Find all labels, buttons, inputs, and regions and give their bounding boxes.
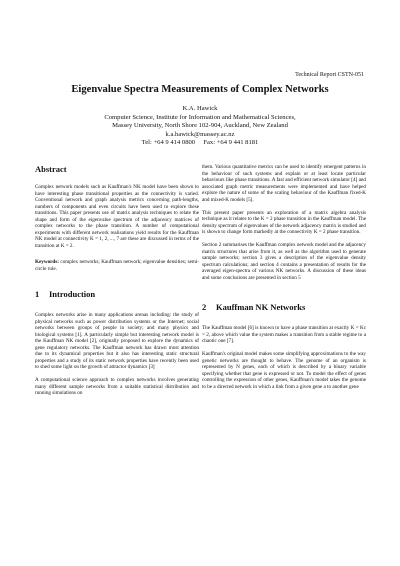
author-contact: Tel: +64 9 414 0800 Fax: +64 9 441 8181 bbox=[141, 139, 259, 147]
section-title: Kauffman NK Networks bbox=[216, 302, 306, 312]
right-paragraph-3: Section 2 summarises the Kauffman complex network model and the adjacency matrix structures that arise from it, as well as the algorithm used to generate sample networks; section 3 gives a description of the eigenvalue density spectrum calculations; and section 4 contains a presentation of results for the averaged eigen-spectra of various NK networks. A discussion of these ideas and some conclusions are presented in section 5 bbox=[202, 242, 366, 281]
section-title: Introduction bbox=[49, 289, 96, 299]
paper-title: Eigenvalue Spectra Measurements of Complex Networks bbox=[71, 84, 329, 95]
kauffman-paragraph-1: The Kauffman model [6] is known to have a phase transition at exactly K = Kc = 2, above which value the system makes a transition from a stable regime to a chaotic one [7]. bbox=[202, 325, 366, 344]
author-block bbox=[0, 105, 400, 148]
keywords-label: Keywords: bbox=[35, 259, 59, 265]
section-heading-kauffman bbox=[202, 302, 366, 312]
right-paragraph-1: them. Various quantitative metrics can be used to identify emergent patterns in the behaviour of such systems and explain or at least locate particular behaviours like phase transitions. A fast and efficient network simulator [4] and associated graph metric measurements were implemented and have helped explore the nature of some of the scaling behaviour of the Kauffman fixed-K and mixed-K models [5]. bbox=[202, 164, 366, 203]
left-column bbox=[35, 164, 199, 397]
section-heading-introduction bbox=[35, 289, 199, 299]
author-name: K.A. Hawick bbox=[182, 105, 218, 112]
right-column bbox=[202, 164, 366, 390]
keywords-text: complex networks; Kauffman network; eigenvalue densities; semi-circle rule. bbox=[35, 259, 199, 272]
intro-paragraph-2: A computational science approach to complex networks involves generating many different sample networks from a suitable statistical distribution and running simulations on bbox=[35, 377, 199, 396]
author-affiliation: Computer Science, Institute for Information and Mathematical Sciences, bbox=[104, 113, 296, 121]
author-email: k.a.hawick@massey.ac.nz bbox=[165, 130, 235, 138]
kauffman-paragraph-2: Kauffman's original model makes some simplifying approximations to the way genetic networks are thought to behave. The genome of an organism is represented by N genes, each of which is described by a binary variable specifying whether that gene is expressed or not. To model the effect of genes controlling the expression of other genes, Kauffman's model takes the genome to be a directed network in which a link from a given gene a to another gene bbox=[202, 351, 366, 390]
intro-paragraph-1: Complex networks arise in many applications arenas including: the study of physical networks such as power distribution systems or the Internet; social networks between groups of people in society; and many physics and biological systems [1]. A particularly simple but interesting network model is the Kauffman NK model [2], originally proposed to explore the dynamics of gene regulatory networks. The Kauffman network has drawn most attention due to its dynamical properties but it also has interesting static structural properties and a study of its static network properties have recently been used to shed some light on the growth of attractor dynamics [3] bbox=[35, 312, 199, 370]
section-number: 2 bbox=[202, 302, 207, 312]
author-address: Massey University, North Shore 102-904, Auckland, New Zealand bbox=[112, 122, 288, 130]
keywords bbox=[35, 259, 199, 272]
abstract-heading: Abstract bbox=[35, 164, 67, 174]
right-paragraph-2: This present paper presents an exploration of a matrix algebra analysis technique as it relates to the K = 2 phase transition in the Kauffman model. The density spectrum of eigenvalues of the network adjacency matrix is studied and is shown to change form markedly at the connectivity K = 2 phase transition. bbox=[202, 209, 366, 235]
abstract-text: Complex network models such as Kauffman's NK model have been shown to have interesting phase transitional properties as the connectivity is varied. Conventional network and graph analysis metrics concerning path-lengths, numbers of components and even circuits have been used to explore these transitions. This paper presents use of matrix analysis techniques to relate the shape and form of the eigenvalue spectrum of the adjacency matrices of complex networks to the phase transition. A number of computational experiments with different network realisations yield results for the Kauffman NK model at connectivity K = 1, 2, ..., 7 are these are discussed in terms of the transition at K = 2. bbox=[35, 184, 199, 249]
section-number: 1 bbox=[35, 289, 40, 299]
report-number: Technical Report CSTN-051 bbox=[295, 72, 364, 78]
